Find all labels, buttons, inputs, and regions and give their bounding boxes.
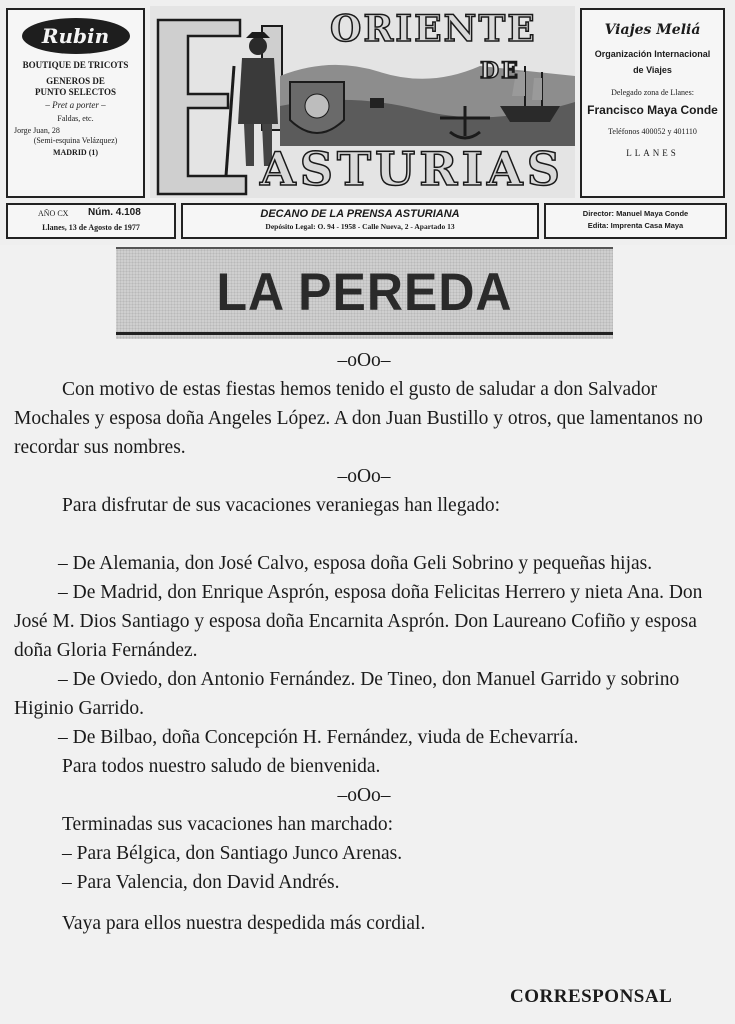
ad-left-line: GENEROS DE PUNTO SELECTOS [35, 76, 116, 97]
arrival-entry: – De Alemania, don José Calvo, esposa doña Geli Sobrino y pequeñas hijas. [58, 553, 653, 574]
ad-left-line: MADRID (1) [52, 148, 99, 157]
rubin-advertisement [6, 8, 145, 198]
viajes-melia-advertisement [580, 8, 725, 198]
departure-entry: – Para Bélgica, don Santiago Junco Arenas. [62, 843, 403, 864]
ad-left-line: BOUTIQUE DE TRICOTS [22, 60, 129, 70]
director-line: Director: Manuel Maya Conde [582, 209, 689, 218]
arrival-entry: – De Bilbao, doña Concepción H. Fernández, viuda de Echevarría. [58, 727, 579, 748]
issue-year: AÑO CX [38, 209, 69, 218]
publication-slogan: DECANO DE LA PRENSA ASTURIANA [260, 208, 460, 220]
logo-word-de: DE [480, 58, 520, 84]
masthead [0, 0, 735, 245]
spacer [14, 897, 714, 909]
paragraph: Con motivo de estas fiestas hemos tenido el gusto de saludar a don Salvador Mochales y esposa doña Angeles López. A don Juan Bustillo y otros, que lamentanos no recordar sus nombres. [14, 379, 703, 458]
publication-info [181, 203, 539, 239]
section-rule [116, 332, 613, 335]
ad-right-line: Francisco Maya Conde [587, 103, 718, 117]
newspaper-logo [150, 6, 575, 198]
separator: –oOo– [337, 466, 391, 487]
paragraph: Terminadas sus vacaciones han marchado: [62, 814, 394, 835]
ad-right-line: Delegado zona de Llanes: [611, 88, 694, 97]
section-banner [116, 247, 613, 339]
ad-left-line: (Semi-esquina Velázquez) [33, 136, 118, 145]
ad-right-line: Teléfonos 400052 y 401110 [608, 127, 697, 136]
article-body [14, 346, 714, 938]
ad-left-line: – Pret a porter – [45, 100, 106, 110]
ad-right-line: LLANES [626, 148, 679, 158]
arrival-entry: – De Madrid, don Enrique Asprón, esposa doña Felicitas Herrero y nieta Ana. Don José M. Dios Santiago y esposa doña Encarnita Asprón. Don Laureano Cofiño y esposa doña Gloria Fernández. [14, 582, 703, 661]
separator: –oOo– [337, 350, 391, 371]
ad-right-line: Organización Internacional de Viajes [594, 49, 711, 75]
rubin-logo: Rubin [22, 18, 130, 54]
signature: CORRESPONSAL [510, 986, 673, 1007]
issue-info [6, 203, 176, 239]
spacer [14, 520, 714, 549]
section-title: LA PEREDA [216, 262, 513, 322]
arrival-entry: – De Oviedo, don Antonio Fernández. De Tineo, don Manuel Garrido y sobrino Higinio Garrido. [14, 669, 680, 719]
editor-line: Edita: Imprenta Casa Maya [587, 221, 684, 230]
staff-info [544, 203, 727, 239]
separator: –oOo– [337, 785, 391, 806]
ad-left-line: Jorge Juan, 28 [14, 126, 60, 135]
ad-right-brand: Viajes Meliá [604, 22, 701, 38]
ad-left-line: Faldas, etc. [57, 114, 94, 123]
paragraph: Para todos nuestro saludo de bienvenida. [62, 756, 381, 777]
departure-entry: – Para Valencia, don David Andrés. [62, 872, 340, 893]
logo-word-oriente: ORIENTE [330, 8, 537, 50]
paragraph: Para disfrutar de sus vacaciones veraniegas han llegado: [62, 495, 501, 516]
issue-date: Llanes, 13 de Agosto de 1977 [42, 223, 140, 232]
logo-word-asturias: ASTURIAS [260, 142, 564, 196]
publication-legal: Depósito Legal: O. 94 - 1958 - Calle Nueva, 2 - Apartado 13 [265, 222, 455, 231]
paragraph: Vaya para ellos nuestra despedida más cordial. [62, 913, 426, 934]
issue-number: Núm. 4.108 [88, 207, 141, 218]
